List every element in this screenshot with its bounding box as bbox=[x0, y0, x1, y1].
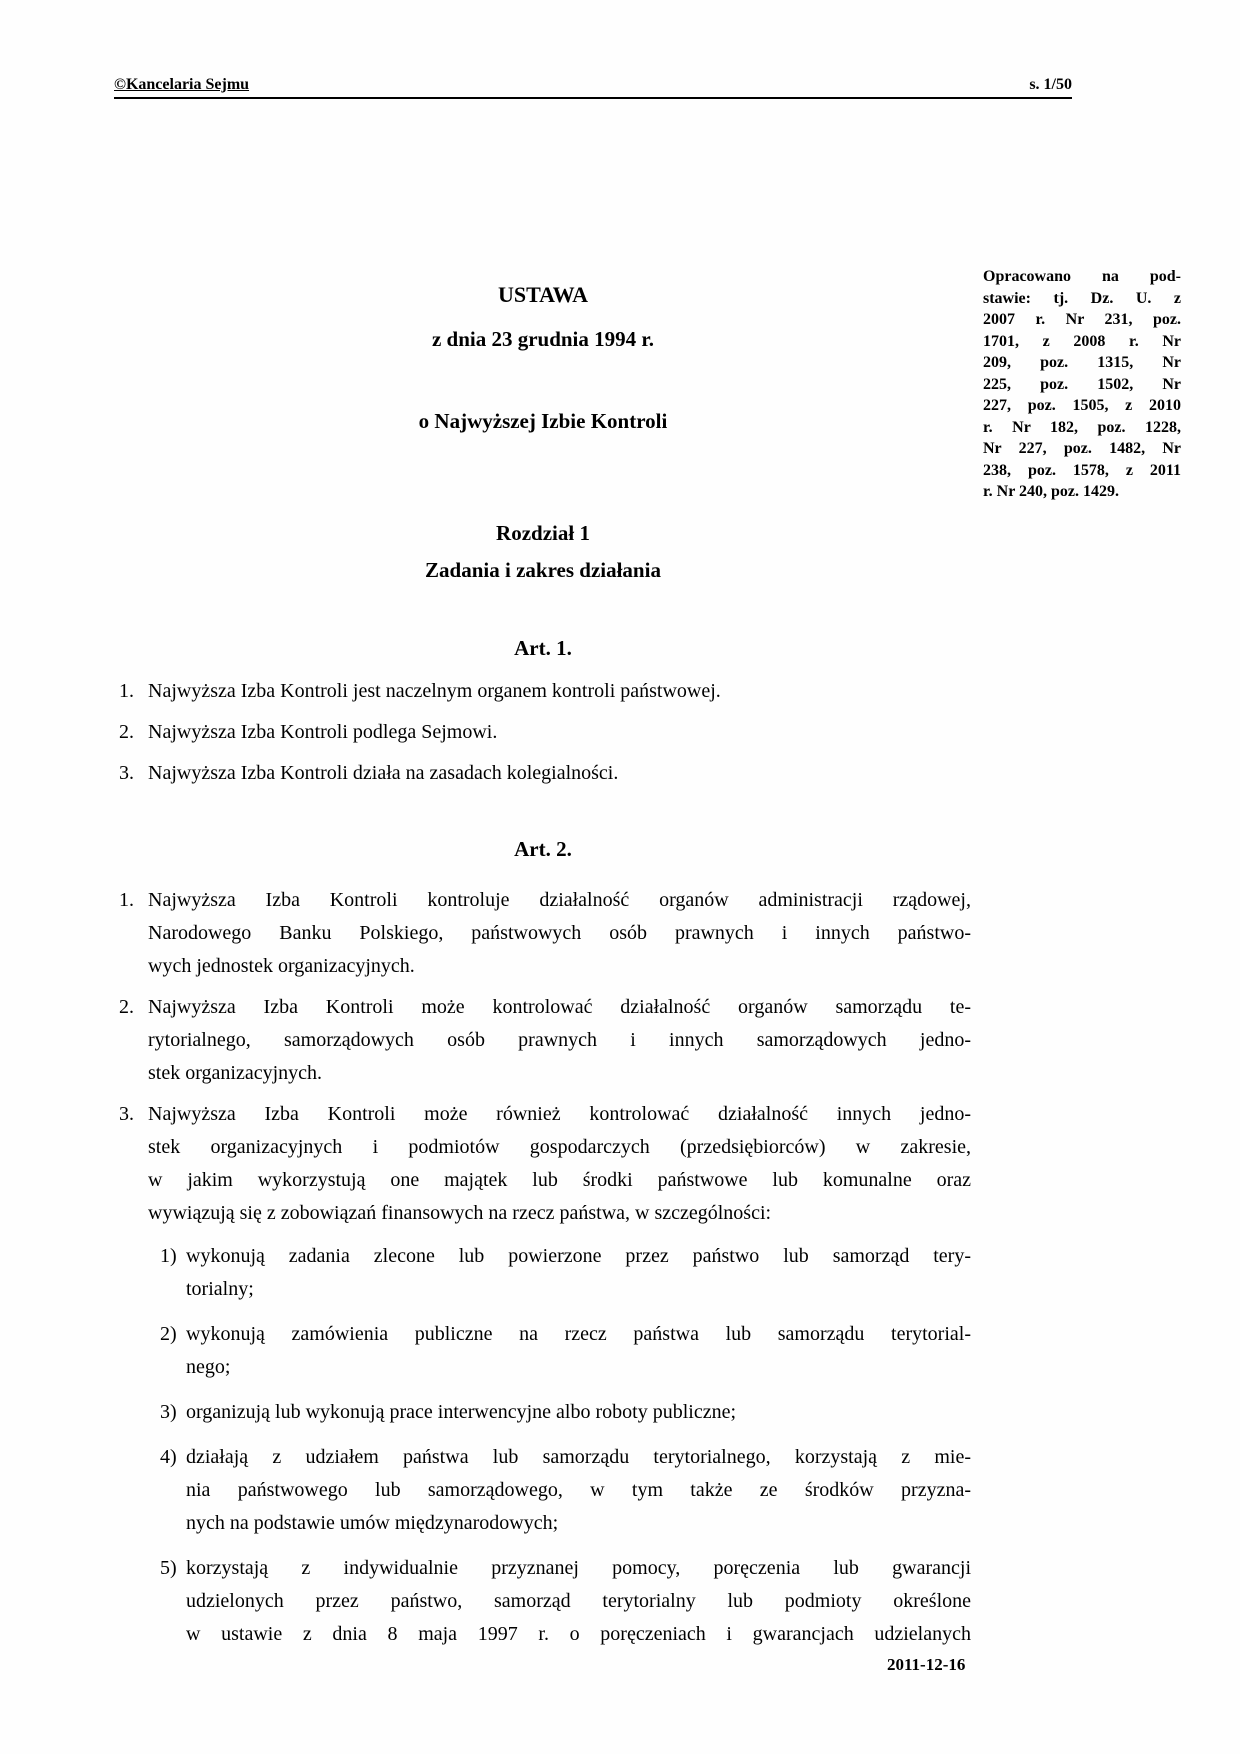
chapter-number: Rozdział 1 bbox=[496, 521, 590, 545]
footer-date: 2011-12-16 bbox=[887, 1655, 966, 1674]
item-text: Najwyższa Izba Kontroli podlega Sejmowi. bbox=[148, 721, 498, 743]
sub-list-item bbox=[159, 1240, 971, 1306]
item-number: 2. bbox=[119, 721, 134, 743]
list-item bbox=[115, 1098, 971, 1230]
main-content bbox=[115, 0, 971, 1651]
subitem-number: 1) bbox=[160, 1245, 177, 1267]
subitem-number: 3) bbox=[160, 1401, 177, 1423]
list-item bbox=[115, 991, 971, 1090]
subitem-number: 2) bbox=[160, 1323, 177, 1345]
item-number: 2. bbox=[119, 996, 134, 1018]
sub-list-item bbox=[159, 1396, 971, 1429]
subitem-text: wykonują zamówienia publiczne na rzecz państwa lub samorządu terytorial- nego; bbox=[186, 1323, 971, 1378]
law-title: USTAWA bbox=[497, 282, 589, 307]
item-text: Najwyższa Izba Kontroli kontroluje działalność organów administracji rządowej, Narodowego Banku Polskiego, państwowych osób prawnych i innych państwo- wych jednostek organizacyjnych. bbox=[148, 889, 971, 977]
item-text: Najwyższa Izba Kontroli jest naczelnym organem kontroli państwowej. bbox=[148, 680, 721, 702]
sub-list-item bbox=[159, 1441, 971, 1540]
subitem-text: wykonują zadania zlecone lub powierzone przez państwo lub samorząd tery- torialny; bbox=[186, 1245, 971, 1300]
item-number: 3. bbox=[119, 1103, 134, 1125]
article-2-heading: Art. 2. bbox=[514, 837, 572, 861]
list-item bbox=[115, 675, 971, 708]
chapter-title: Zadania i zakres działania bbox=[425, 558, 661, 582]
sub-list-item bbox=[159, 1552, 971, 1651]
item-text: Najwyższa Izba Kontroli może kontrolować działalność organów samorządu te- rytorialnego, samorządowych osób prawnych i innych samorządowych jedno- stek organizacyjnych. bbox=[148, 996, 971, 1084]
item-number: 1. bbox=[119, 680, 134, 702]
header-page-number: s. 1/50 bbox=[1029, 76, 1072, 93]
legal-basis-note: Opracowano na pod- stawie: tj. Dz. U. z 2007 r. Nr 231, poz. 1701, z 2008 r. Nr 209, poz. 1315, Nr 225, poz. 1502, Nr 227, poz. 1505, z 2010 r. Nr 182, poz. 1228, Nr 227, poz. 1482, Nr 238, poz. 1578, z 2011 r. Nr 240, poz. 1429. bbox=[983, 268, 1181, 500]
list-item bbox=[115, 757, 971, 790]
law-date: z dnia 23 grudnia 1994 r. bbox=[431, 327, 655, 351]
item-text: Najwyższa Izba Kontroli może również kontrolować działalność innych jedno- stek organizacyjnych i podmiotów gospodarczych (przedsiębiorców) w zakresie, w jakim wykorzystują one majątek lub środki państwowe lub komunalne oraz wywiązują się z zobowiązań finansowych na rzecz państwa, w szczególności: bbox=[148, 1103, 971, 1224]
subitem-text: organizują lub wykonują prace interwencyjne albo roboty publiczne; bbox=[186, 1401, 736, 1423]
header-publisher: ©Kancelaria Sejmu bbox=[114, 76, 250, 93]
sub-list-item bbox=[159, 1318, 971, 1384]
item-text: Najwyższa Izba Kontroli działa na zasadach kolegialności. bbox=[148, 762, 619, 784]
subitem-number: 4) bbox=[160, 1446, 177, 1468]
item-number: 3. bbox=[119, 762, 134, 784]
article-1-heading: Art. 1. bbox=[514, 636, 572, 660]
article-2-items bbox=[115, 884, 971, 1230]
subitem-text: działają z udziałem państwa lub samorządu terytorialnego, korzystają z mie- nia państwowego lub samorządowego, w tym także ze środków przyzna- nych na podstawie umów międzynarodowych; bbox=[186, 1446, 971, 1534]
law-subject: o Najwyższej Izbie Kontroli bbox=[418, 409, 668, 433]
list-item bbox=[115, 884, 971, 983]
subitem-number: 5) bbox=[160, 1557, 177, 1579]
list-item bbox=[115, 716, 971, 749]
subitem-text: korzystają z indywidualnie przyznanej pomocy, poręczenia lub gwarancji udzielonych przez państwo, samorząd terytorialny lub podmioty określone w ustawie z dnia 8 maja 1997 r. o poręczeniach i gwarancjach udzielanych bbox=[186, 1557, 971, 1645]
item-number: 1. bbox=[119, 889, 134, 911]
article-2-subitems bbox=[159, 1240, 971, 1651]
article-1-items bbox=[115, 675, 971, 790]
